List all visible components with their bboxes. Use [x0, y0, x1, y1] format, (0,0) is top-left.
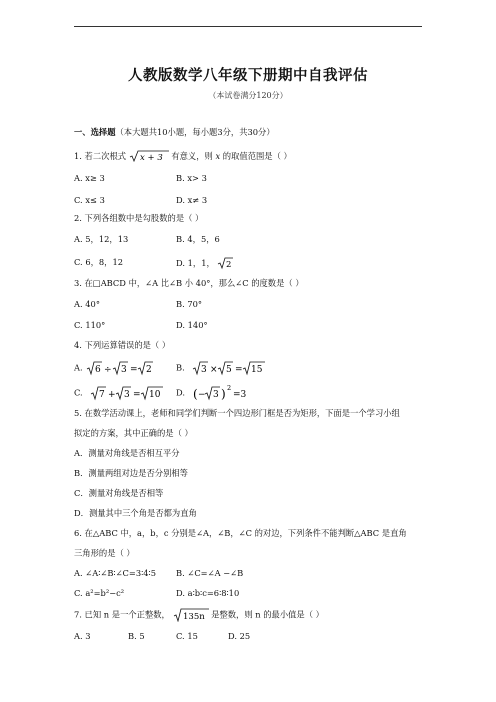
svg-text:3: 3: [121, 365, 128, 375]
q7-stem-a: 7. 已知 n 是一个正整数，: [74, 609, 170, 620]
svg-text:6: 6: [95, 365, 102, 375]
q2-option-d[interactable]: [176, 257, 233, 270]
svg-text:5: 5: [226, 365, 233, 375]
svg-text:7: 7: [99, 390, 106, 400]
q4-option-b-formula: [187, 360, 273, 376]
q4-option-a-label: A.: [74, 362, 83, 373]
q7-option-d[interactable]: D. 25: [228, 631, 251, 641]
svg-text:10: 10: [149, 390, 161, 400]
q2-option-b[interactable]: B. 4，5，6: [176, 234, 220, 244]
q4-option-b-label: B.: [176, 362, 185, 373]
q4-option-c-formula: [85, 385, 169, 401]
svg-text:15: 15: [251, 365, 263, 375]
svg-text:2: 2: [146, 365, 153, 375]
svg-text:2: 2: [226, 384, 231, 392]
section-heading: [74, 127, 275, 138]
q1-stem-b: 有意义，则: [171, 151, 213, 161]
q6-option-a[interactable]: A. ∠A∶∠B∶∠C=3∶4∶5: [74, 568, 156, 578]
q2-option-a[interactable]: A. 5，12，13: [74, 234, 129, 244]
q7-option-a[interactable]: A. 3: [74, 631, 91, 641]
q5-option-c[interactable]: C．测量对角线是否相等: [74, 488, 164, 498]
q2-option-d-prefix: D. 1，1，: [176, 258, 215, 268]
question-6-stem-line2: 三角形的是（ ）: [74, 548, 135, 558]
question-3-stem: 3. 在□ABCD 中，∠A 比∠B 小 40°，那么∠C 的度数是（ ）: [74, 278, 304, 288]
q2-option-c[interactable]: C. 6，8，12: [74, 257, 124, 267]
q3-option-c[interactable]: C. 110°: [74, 320, 106, 330]
q3-option-d[interactable]: D. 140°: [176, 320, 208, 330]
svg-text:+: +: [108, 390, 116, 400]
svg-text:÷: ÷: [104, 365, 112, 375]
q4-option-a-formula: [85, 360, 163, 376]
q1-stem-c: 的取值范围是（ ）: [222, 151, 292, 161]
question-4-stem: 4. 下列运算错误的是（ ）: [74, 340, 171, 350]
q6-option-c[interactable]: C. a²=b²−c²: [74, 588, 125, 598]
svg-text:×: ×: [210, 365, 218, 375]
page-subtitle: （本试卷满分120分）: [208, 91, 288, 100]
svg-text:(: (: [192, 387, 198, 401]
svg-text:=: =: [133, 390, 141, 400]
q5-option-a[interactable]: A．测量对角线是否相互平分: [74, 448, 180, 458]
q5-option-d[interactable]: D．测量其中三个角是否都为直角: [74, 508, 197, 518]
svg-text:=: =: [130, 365, 138, 375]
question-5-stem-line1: 5. 在数学活动课上，老师和同学们判断一个四边形门框是否为矩形，下面是一个学习小组: [74, 408, 400, 418]
question-5-stem-line2: 拟定的方案，其中正确的是（ ）: [74, 428, 193, 438]
q4-option-a[interactable]: [74, 360, 163, 376]
q7-radical: [173, 608, 209, 622]
q7-option-c[interactable]: C. 15: [176, 631, 198, 641]
svg-text:=: =: [235, 365, 243, 375]
q4-option-c[interactable]: [74, 385, 169, 401]
q4-option-b[interactable]: [176, 360, 273, 376]
q2-d-radicand: 2: [226, 260, 232, 270]
question-1-stem: [74, 150, 292, 163]
q4-option-d-formula: [188, 383, 258, 403]
q1-option-a[interactable]: A. x≥ 3: [74, 173, 105, 183]
q1-option-b[interactable]: B. x> 3: [176, 173, 207, 183]
q7-radicand: 135n: [182, 612, 205, 622]
q6-option-d[interactable]: D. a∶b∶c=6∶8∶10: [176, 588, 240, 598]
q3-option-a[interactable]: A. 40°: [74, 299, 100, 309]
q1-option-c[interactable]: C. x≤ 3: [74, 195, 105, 205]
svg-text:3: 3: [201, 365, 208, 375]
q1-option-d[interactable]: D. x≠ 3: [176, 195, 208, 205]
q1-radicand: x + 3: [139, 153, 163, 163]
q1-var: x: [215, 151, 221, 161]
q5-option-b[interactable]: B．测量两组对边是否分别相等: [74, 468, 188, 478]
svg-text:3: 3: [124, 390, 131, 400]
section-note: （本大题共10小题，每小题3分，共30分）: [115, 127, 275, 137]
svg-text:−: −: [197, 390, 206, 400]
svg-text:): ): [220, 387, 226, 401]
svg-text:3: 3: [212, 390, 219, 400]
q3-option-b[interactable]: B. 70°: [176, 299, 203, 309]
q4-option-d-label: D.: [176, 387, 185, 398]
q1-stem-a: 1. 若二次根式: [74, 151, 127, 161]
question-6-stem-line1: 6. 在△ABC 中，a，b，c 分别是∠A，∠B，∠C 的对边，下列条件不能判断△ABC 是直角: [74, 528, 407, 538]
q6-option-b[interactable]: B. ∠C=∠A −∠B: [176, 568, 244, 578]
question-2-stem: 2. 下列各组数中是勾股数的是（ ）: [74, 213, 204, 223]
q4-option-d[interactable]: [176, 383, 258, 403]
section-label: 一、选择题: [74, 127, 116, 137]
svg-text:=3: =3: [232, 390, 246, 400]
q2-option-d-radical: [217, 257, 233, 270]
q4-option-c-label: C.: [74, 387, 83, 398]
q7-option-b[interactable]: B. 5: [128, 631, 145, 641]
header-rule: [74, 26, 422, 27]
question-7-stem: [74, 608, 324, 622]
q7-stem-b: 是整数，则 n 的最小值是（ ）: [211, 609, 324, 620]
q1-radical: [129, 150, 169, 163]
page-title: 人教版数学八年级下册期中自我评估: [128, 67, 368, 84]
